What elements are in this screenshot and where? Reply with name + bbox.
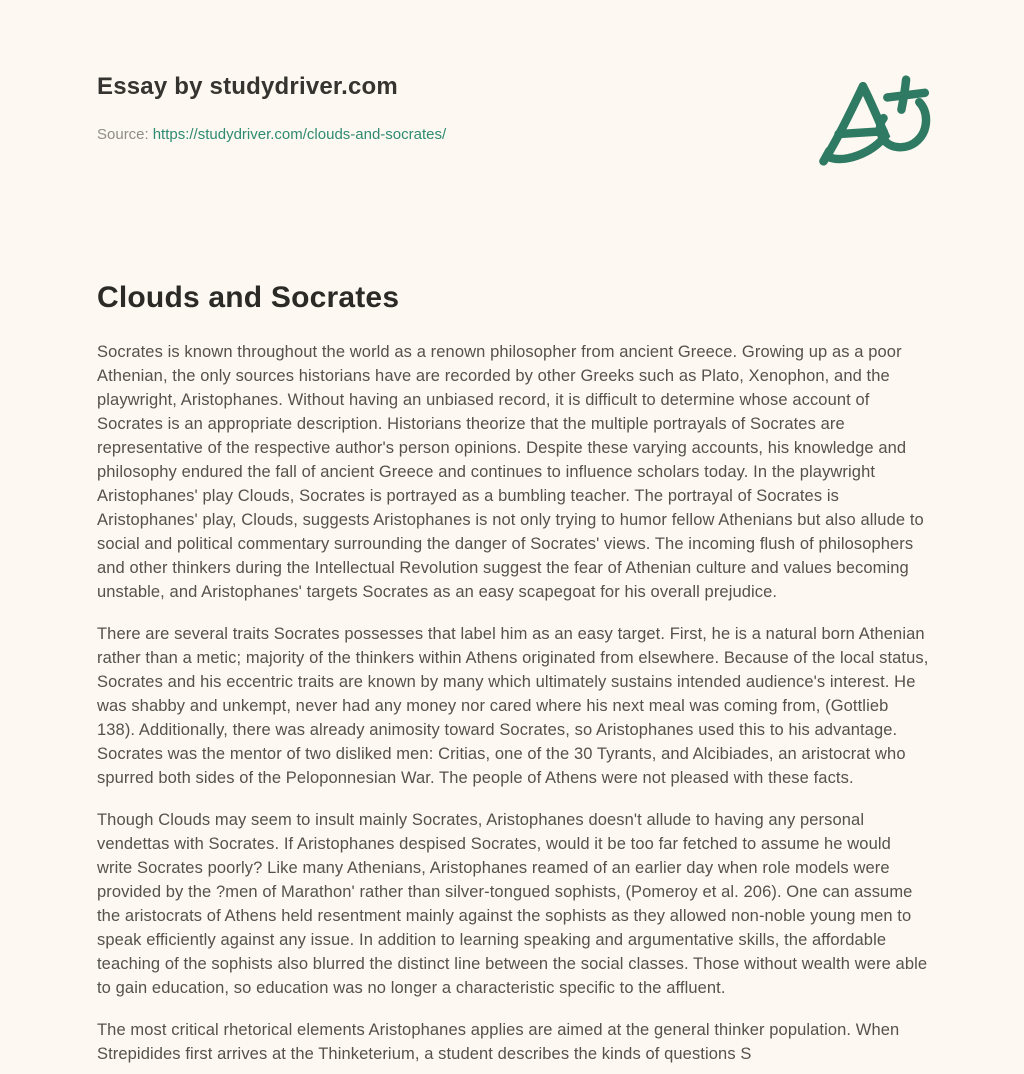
essay-paragraph: There are several traits Socrates possesses that label him as an easy target. First, he is a natural born Athenian rather than a metic; majority of the thinkers within Athens originated from elsewhere. Because of the local status, Socrates and his eccentric traits are known by many which ultimately sustains intended audience's interest. He was shabby and unkempt, never had any money nor cared where his next meal was coming from, (Gottlieb 138). Additionally, there was already animosity toward Socrates, so Aristophanes used this to his advantage. Socrates was the mentor of two disliked men: Critias, one of the 30 Tyrants, and Alcibiades, an aristocrat who spurred both sides of the Peloponnesian War. The people of Athens were not pleased with these facts.	[97, 625, 929, 787]
header	[97, 73, 938, 166]
source-link[interactable]: https://studydriver.com/clouds-and-socrates/	[152, 125, 447, 143]
essay-body	[97, 340, 938, 1066]
header-text-block	[97, 73, 446, 144]
source-label: Source:	[97, 125, 149, 143]
essay-byline-title: Essay by studydriver.com	[97, 73, 398, 100]
essay-paragraph: Socrates is known throughout the world as a renown philosopher from ancient Greece. Growing up as a poor Athenian, the only sources historians have are recorded by other Greeks such as Plato, Xenophon, and the playwright, Aristophanes. Without having an unbiased record, it is difficult to determine whose account of Socrates is an appropriate description. Historians theorize that the multiple portrayals of Socrates are representative of the respective author's person opinions. Despite these varying accounts, his knowledge and philosophy endured the fall of ancient Greece and continues to influence scholars today. In the playwright Aristophanes' play Clouds, Socrates is portrayed as a bumbling teacher. The portrayal of Socrates is Aristophanes' play, Clouds, suggests Aristophanes is not only trying to humor fellow Athenians but also allude to social and political commentary surrounding the danger of Socrates' views. The incoming flush of philosophers and other thinkers during the Intellectual Revolution suggest the fear of Athenian culture and values becoming unstable, and Aristophanes' targets Socrates as an easy scapegoat for his overall prejudice.	[97, 343, 924, 601]
a-plus-logo-icon	[816, 74, 938, 166]
source-line	[97, 126, 446, 144]
essay-paragraph: The most critical rhetorical elements Aristophanes applies are aimed at the general thinker population. When Strepidides first arrives at the Thinketerium, a student describes the kinds of questions S	[97, 1021, 900, 1063]
essay-paragraph: Though Clouds may seem to insult mainly Socrates, Aristophanes doesn't allude to having any personal vendettas with Socrates. If Aristophanes despised Socrates, would it be too far fetched to assume he would write Socrates poorly? Like many Athenians, Aristophanes reamed of an earlier day when role models were provided by the ?men of Marathon' rather than silver-tongued sophists, (Pomeroy et al. 206). One can assume the aristocrats of Athens held resentment mainly against the sophists as they allowed non-noble young men to speak efficiently against any issue. In addition to learning speaking and argumentative skills, the affordable teaching of the sophists also blurred the distinct line between the social classes. Those without wealth were able to gain education, so education was no longer a characteristic specific to the affluent.	[97, 811, 928, 997]
essay-title: Clouds and Socrates	[97, 281, 400, 314]
